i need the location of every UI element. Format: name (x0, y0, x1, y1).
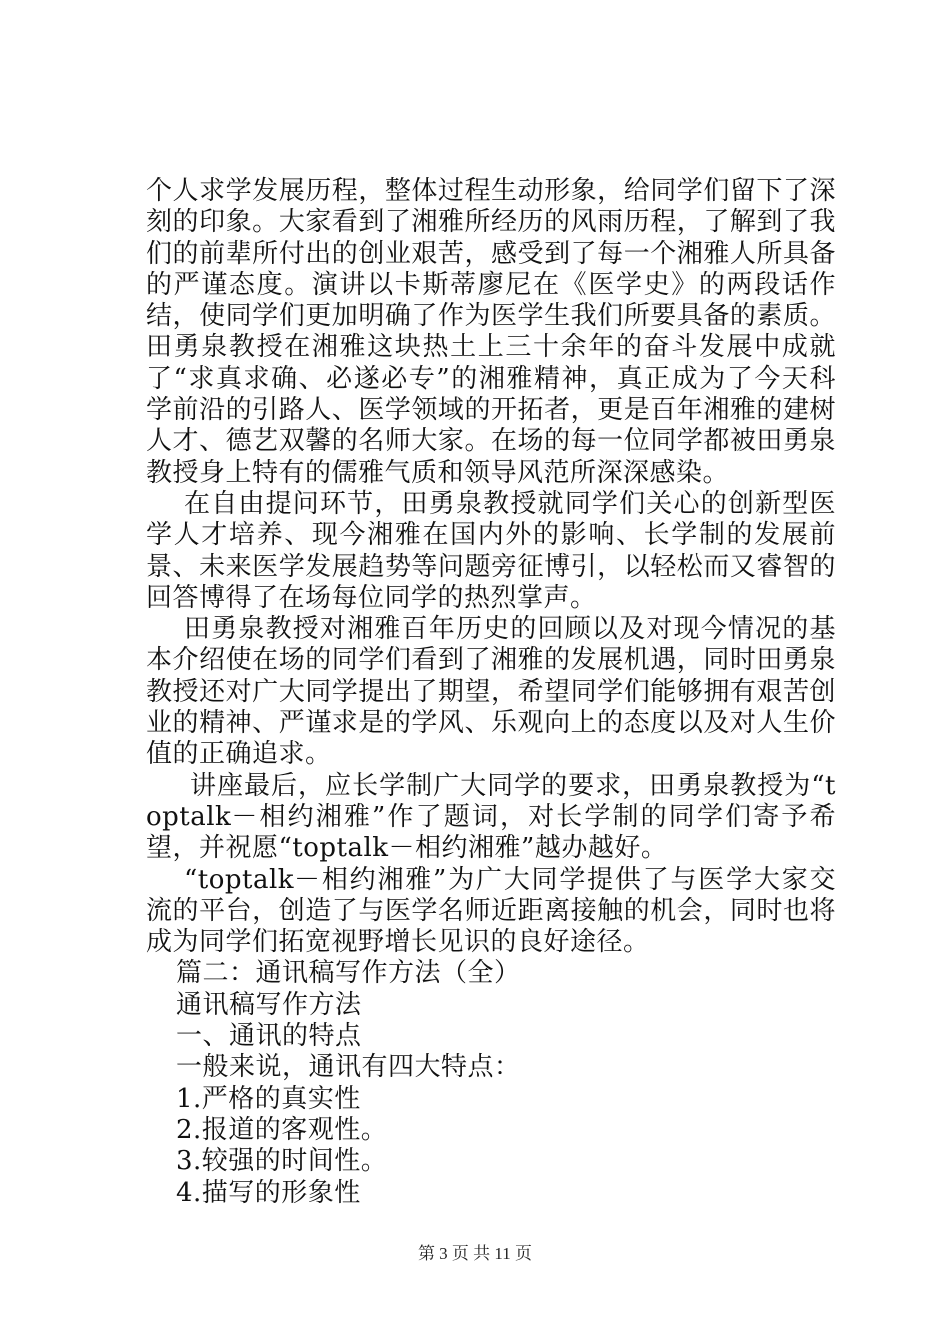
list-item: 1.严格的真实性 (176, 1083, 361, 1114)
list-intro: 一般来说，通讯有四大特点： (176, 1052, 521, 1083)
body-paragraph: “toptalk－相约湘雅”为广大同学提供了与医学大家交流的平台，创造了与医学名师近距离接触的机会，同时也将成为同学们拓宽视野增长见识的良好途径。 (146, 864, 836, 958)
page-number-footer: 第 3 页 共 11 页 (417, 1244, 533, 1263)
list-item: 3.较强的时间性。 (176, 1146, 388, 1177)
body-paragraph: 在自由提问环节，田勇泉教授就同学们关心的创新型医学人才培养、现今湘雅在国内外的影响、长学制的发展前景、未来医学发展趋势等问题旁征博引，以轻松而又睿智的回答博得了在场每位同学的热烈掌声。 (146, 488, 836, 613)
section-subtitle: 通讯稿写作方法 (176, 989, 362, 1020)
section-heading: 一、通讯的特点 (176, 1021, 362, 1052)
body-paragraph: 讲座最后，应长学制广大同学的要求，田勇泉教授为“toptalk－相约湘雅”作了题词，对长学制的同学们寄予希望，并祝愿“toptalk－相约湘雅”越办越好。 (146, 770, 836, 864)
body-paragraph: 个人求学发展历程，整体过程生动形象，给同学们留下了深刻的印象。大家看到了湘雅所经历的风雨历程，了解到了我们的前辈所付出的创业艰苦，感受到了每一个湘雅人所具备的严谨态度。演讲以卡斯蒂廖尼在《医学史》的两段话作结，使同学们更加明确了作为医学生我们所要具备的素质。田勇泉教授在湘雅这块热土上三十余年的奋斗发展中成就了“求真求确、必遂必专”的湘雅精神，真正成为了今天科学前沿的引路人、医学领域的开拓者，更是百年湘雅的建树人才、德艺双馨的名师大家。在场的每一位同学都被田勇泉教授身上特有的儒雅气质和领导风范所深深感染。 (146, 176, 836, 488)
list-item: 4.描写的形象性 (176, 1177, 361, 1208)
section-title: 篇二：通讯稿写作方法（全） (176, 958, 521, 989)
body-paragraph: 田勇泉教授对湘雅百年历史的回顾以及对现今情况的基本介绍使在场的同学们看到了湘雅的发展机遇，同时田勇泉教授还对广大同学提出了期望，希望同学们能够拥有艰苦创业的精神、严谨求是的学风、乐观向上的态度以及对人生价值的正确追求。 (146, 614, 836, 770)
list-item: 2.报道的客观性。 (176, 1114, 388, 1145)
document-body (146, 176, 836, 1209)
